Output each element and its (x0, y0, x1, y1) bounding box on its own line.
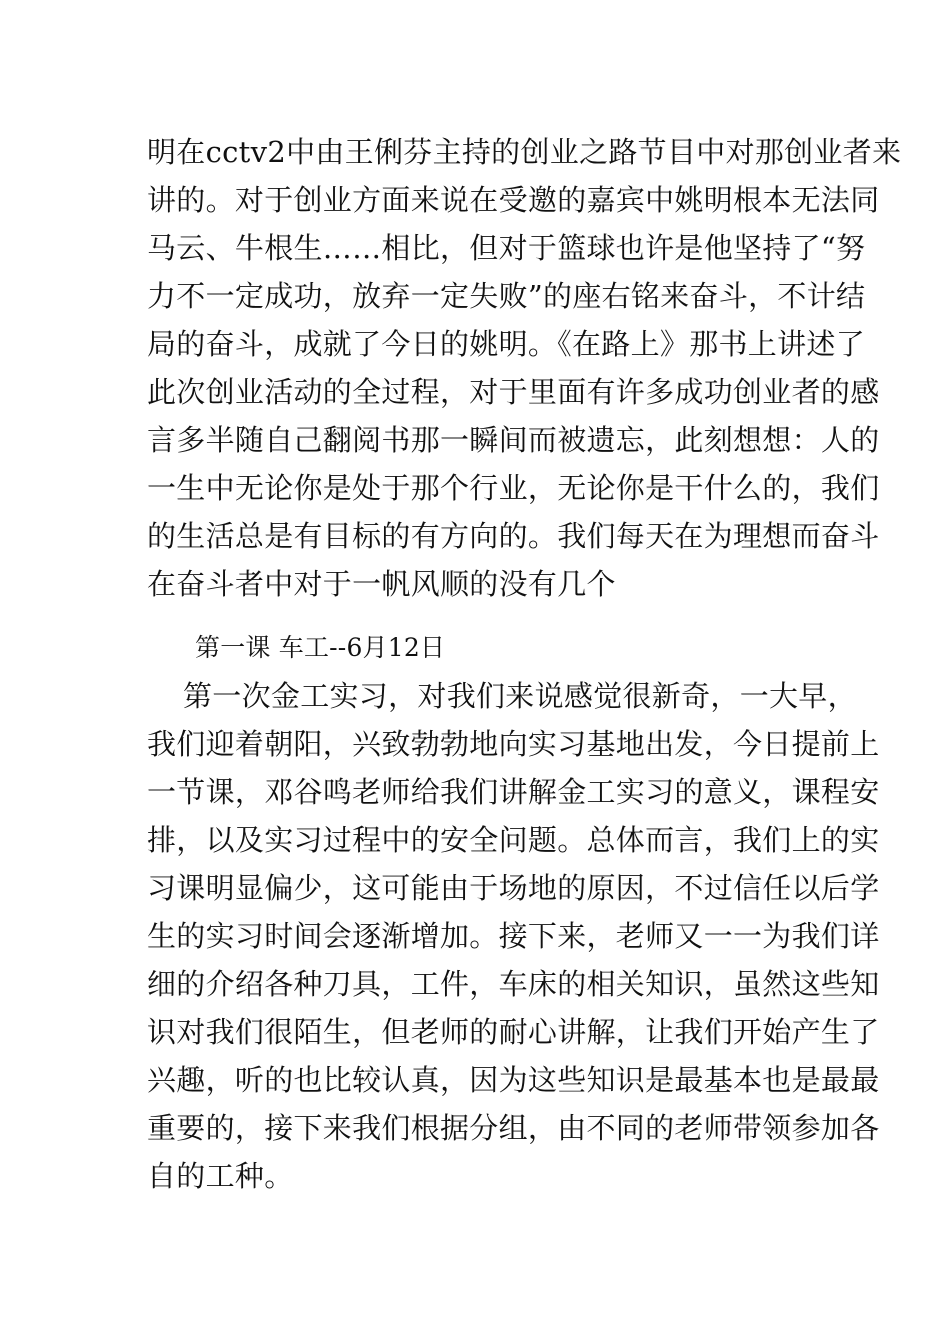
paragraph-line: 力不一定成功，放弃一定失败”的座右铭来奋斗，不计结 (147, 279, 866, 313)
section-heading: 第一课 车工--6月12日 (195, 633, 446, 662)
paragraph-line: 马云、牛根生……相比，但对于篮球也许是他坚持了“努 (147, 231, 866, 265)
paragraph-line: 言多半随自己翻阅书那一瞬间而被遗忘，此刻想想：人的 (147, 423, 880, 457)
paragraph-line: 识对我们很陌生，但老师的耐心讲解，让我们开始产生了 (147, 1015, 880, 1049)
paragraph-line: 生的实习时间会逐渐增加。接下来，老师又一一为我们详 (147, 919, 880, 953)
paragraph-line: 的生活总是有目标的有方向的。我们每天在为理想而奋斗 (147, 519, 880, 553)
paragraph-line: 局的奋斗，成就了今日的姚明。《在路上》那书上讲述了 (147, 327, 866, 361)
paragraph-line: 排，以及实习过程中的安全问题。总体而言，我们上的实 (147, 823, 880, 857)
paragraph-line: 习课明显偏少，这可能由于场地的原因，不过信任以后学 (147, 871, 880, 905)
paragraph-line: 我们迎着朝阳，兴致勃勃地向实习基地出发，今日提前上 (147, 727, 880, 761)
paragraph-line: 此次创业活动的全过程，对于里面有许多成功创业者的感 (147, 375, 880, 409)
paragraph-line: 明在cctv2中由王俐芬主持的创业之路节目中对那创业者来 (147, 135, 902, 169)
paragraph-line: 细的介绍各种刀具，工件，车床的相关知识，虽然这些知 (147, 967, 880, 1001)
paragraph-line: 兴趣，听的也比较认真，因为这些知识是最基本也是最最 (147, 1063, 880, 1097)
paragraph-line: 讲的。对于创业方面来说在受邀的嘉宾中姚明根本无法同 (147, 183, 880, 217)
paragraph-line: 一节课，邓谷鸣老师给我们讲解金工实习的意义，课程安 (147, 775, 880, 809)
paragraph-line: 自的工种。 (147, 1159, 294, 1193)
paragraph-line: 在奋斗者中对于一帆风顺的没有几个 (147, 567, 616, 601)
paragraph-line: 一生中无论你是处于那个行业，无论你是干什么的，我们 (147, 471, 880, 505)
paragraph-line: 重要的，接下来我们根据分组，由不同的老师带领参加各 (147, 1111, 880, 1145)
paragraph-line: 第一次金工实习，对我们来说感觉很新奇，一大早， (183, 679, 857, 713)
